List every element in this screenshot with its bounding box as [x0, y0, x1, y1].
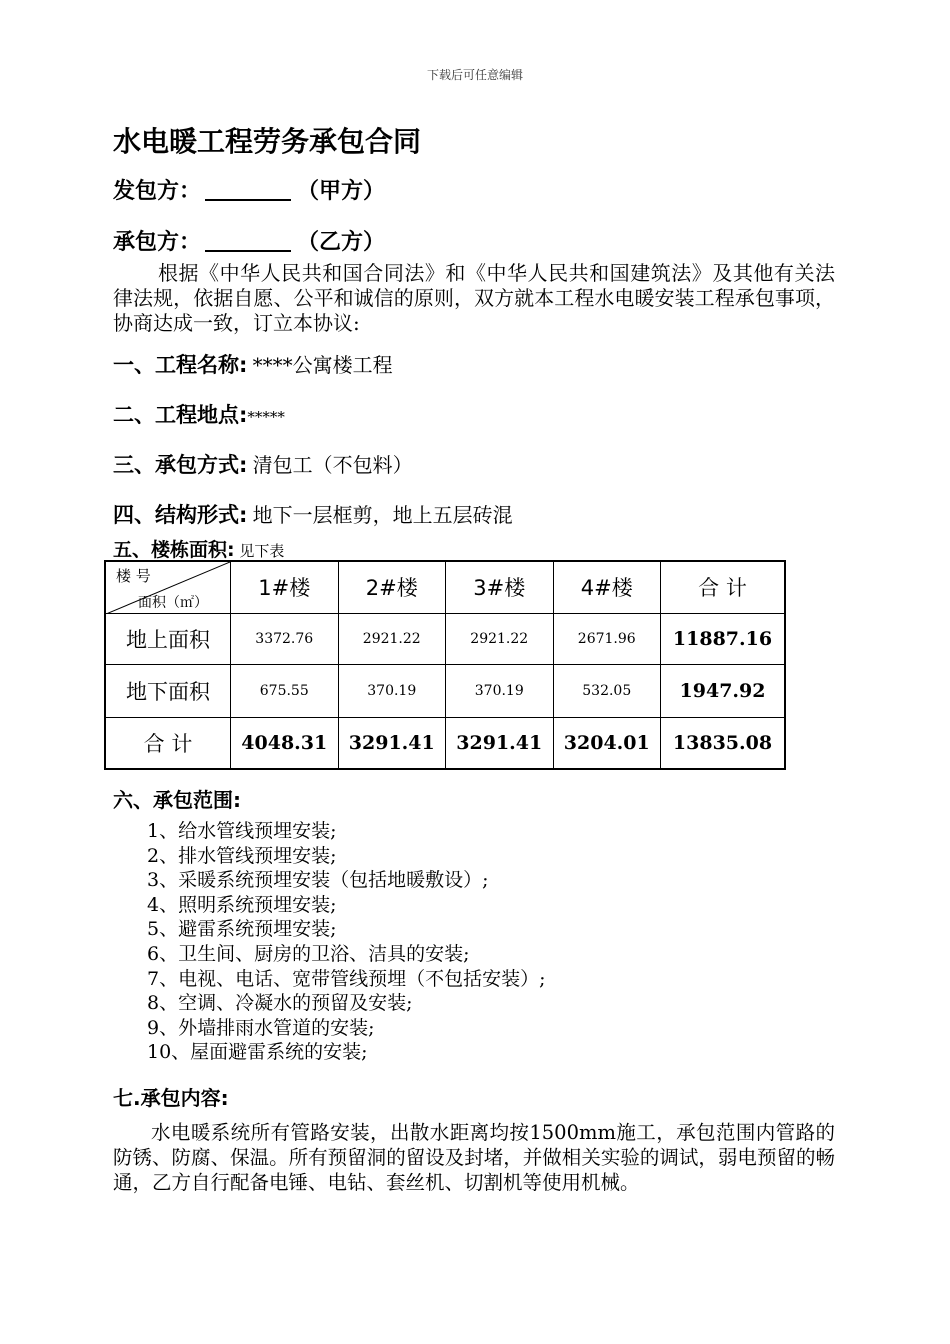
list-item: 5、避雷系统预埋安装;	[147, 918, 337, 941]
list-item: 9、外墙排雨水管道的安装;	[147, 1016, 375, 1039]
scope-list	[147, 819, 546, 1065]
table-corner-cell	[105, 561, 231, 613]
contractor-role: （乙方）	[297, 230, 386, 255]
section-label: 一、工程名称:	[113, 353, 248, 377]
section-value: 见下表	[239, 542, 285, 560]
column-header: 3#楼	[446, 561, 554, 613]
employer-line	[113, 174, 385, 205]
section-structure	[113, 499, 513, 529]
section-value: *****	[247, 408, 285, 426]
list-item: 1、给水管线预埋安装;	[147, 820, 337, 842]
list-item: 2、排水管线预埋安装;	[147, 844, 337, 867]
intro-paragraph: 根据《中华人民共和国合同法》和《中华人民共和国建筑法》及其他有关法律法规，依据自愿、公平和诚信的原则，双方就本工程水电暖安装工程承包事项，协商达成一致，订立本协议:	[113, 261, 835, 335]
table-cell-total: 13835.08	[661, 717, 786, 769]
table-cell: 2671.96	[553, 613, 661, 664]
section-content	[113, 1082, 229, 1111]
table-header-row	[105, 561, 785, 613]
table-cell: 3372.76	[231, 613, 339, 664]
section-label: 三、承包方式:	[113, 453, 248, 477]
column-header: 合 计	[661, 561, 786, 613]
section-project-location	[113, 399, 285, 429]
employer-blank	[205, 177, 291, 201]
section-project-name	[113, 349, 393, 379]
contractor-label: 承包方：	[113, 230, 202, 255]
section-label: 五、楼栋面积:	[113, 539, 235, 561]
section-building-area	[113, 535, 284, 562]
row-label: 地下面积	[105, 664, 231, 717]
list-item: 8、空调、冷凝水的预留及安装;	[147, 992, 413, 1015]
section-label: 二、工程地点:	[113, 403, 248, 427]
contractor-line	[113, 225, 385, 256]
table-row-total	[105, 717, 785, 769]
table-cell: 2921.22	[446, 613, 554, 664]
page-watermark: 下载后可任意编辑	[426, 68, 523, 82]
section-contract-mode	[113, 449, 413, 479]
table-cell-total: 11887.16	[661, 613, 786, 664]
section-value: ****公寓楼工程	[252, 353, 393, 377]
table-row	[105, 664, 785, 717]
list-item: 4、照明系统预埋安装;	[147, 893, 337, 916]
table-row	[105, 613, 785, 664]
corner-bottom-label: 面积（㎡）	[138, 595, 208, 611]
table-cell-total: 1947.92	[661, 664, 786, 717]
document-title: 水电暖工程劳务承包合同	[113, 125, 422, 158]
section-scope	[113, 784, 241, 813]
table-cell-total: 4048.31	[231, 717, 339, 769]
column-header: 4#楼	[553, 561, 661, 613]
contractor-blank	[205, 228, 291, 252]
row-label: 合 计	[105, 717, 231, 769]
table-cell-total: 3204.01	[553, 717, 661, 769]
employer-role: （甲方）	[297, 179, 386, 204]
table-cell-total: 3291.41	[338, 717, 446, 769]
table-cell: 532.05	[553, 664, 661, 717]
list-item: 7、电视、电话、宽带管线预埋（不包括安装）;	[147, 967, 546, 990]
list-item: 10、屋面避雷系统的安装;	[147, 1041, 368, 1064]
section-label: 七.承包内容:	[113, 1086, 229, 1110]
list-item: 3、采暖系统预埋安装（包括地暖敷设）;	[147, 869, 489, 892]
column-header: 2#楼	[338, 561, 446, 613]
corner-top-label: 楼 号	[116, 567, 151, 585]
column-header: 1#楼	[231, 561, 339, 613]
table-cell: 370.19	[446, 664, 554, 717]
employer-label: 发包方：	[113, 179, 202, 204]
section-label: 四、结构形式:	[113, 503, 248, 527]
building-area-table	[104, 560, 786, 770]
list-item: 6、卫生间、厨房的卫浴、洁具的安装;	[147, 942, 470, 965]
table-cell: 2921.22	[338, 613, 446, 664]
content-paragraph: 水电暖系统所有管路安装，出散水距离均按1500mm施工，承包范围内管路的防锈、防腐、保温。所有预留洞的留设及封堵，并做相关实验的调试，弱电预留的畅通，乙方自行配备电锤、电钻、套丝机、切割机等使用机械。	[113, 1121, 835, 1194]
row-label: 地上面积	[105, 613, 231, 664]
section-value: 清包工（不包料）	[252, 453, 413, 477]
table-cell: 675.55	[231, 664, 339, 717]
section-value: 地下一层框剪，地上五层砖混	[252, 503, 513, 527]
table-cell: 370.19	[338, 664, 446, 717]
section-label: 六、承包范围:	[113, 788, 241, 812]
table-cell-total: 3291.41	[446, 717, 554, 769]
